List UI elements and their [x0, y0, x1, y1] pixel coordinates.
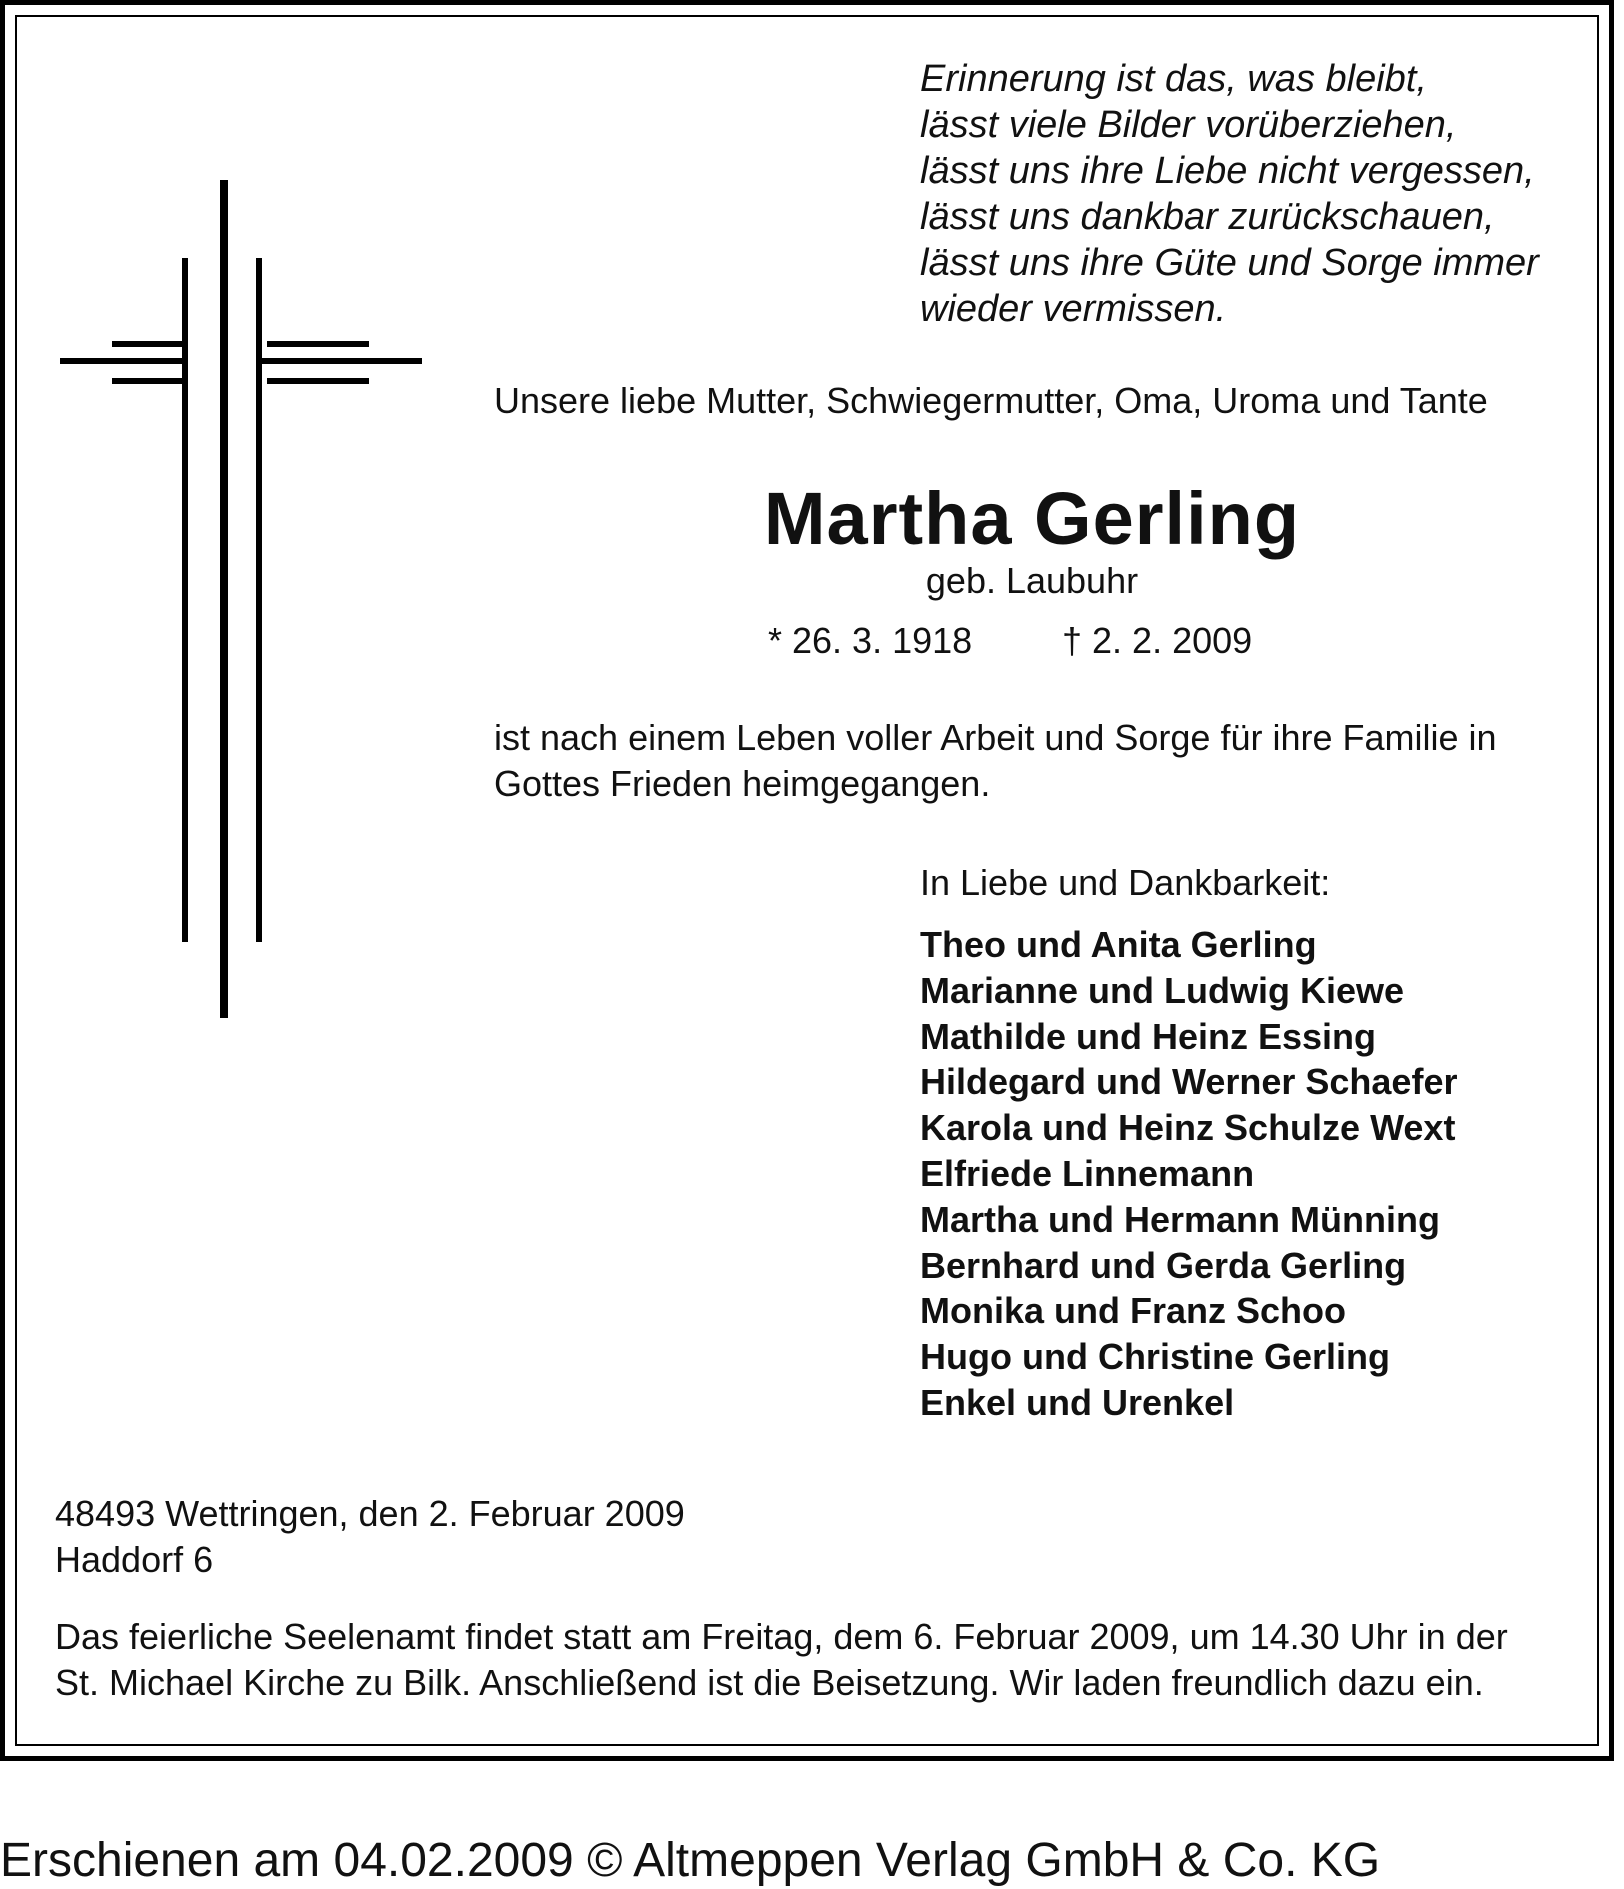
- place-date-line: 48493 Wettringen, den 2. Februar 2009: [55, 1493, 685, 1534]
- poem-line: lässt uns ihre Güte und Sorge immer: [920, 242, 1539, 284]
- list-item: Marianne und Ludwig Kiewe: [920, 969, 1405, 1011]
- poem-line: Erinnerung ist das, was bleibt,: [920, 58, 1427, 100]
- poem-line: wieder vermissen.: [920, 288, 1227, 330]
- list-item: Martha und Hermann Münning: [920, 1198, 1440, 1240]
- deceased-name: Martha Gerling: [763, 477, 1301, 560]
- poem-line: lässt uns ihre Liebe nicht vergessen,: [920, 150, 1535, 192]
- list-item: Bernhard und Gerda Gerling: [920, 1244, 1407, 1286]
- list-item: Elfriede Linnemann: [920, 1152, 1255, 1194]
- list-item: Hildegard und Werner Schaefer: [920, 1061, 1458, 1103]
- list-item: Hugo und Christine Gerling: [920, 1336, 1390, 1378]
- body-line: ist nach einem Leben voller Arbeit und Sorge für ihre Familie in: [494, 717, 1497, 758]
- body-line: Gottes Frieden heimgegangen.: [494, 763, 991, 804]
- service-line: St. Michael Kirche zu Bilk. Anschließend ist die Beisetzung. Wir laden freundlich dazu ein.: [55, 1662, 1484, 1703]
- death-date: † 2. 2. 2009: [1062, 620, 1253, 661]
- service-info: [55, 1614, 1508, 1706]
- notice-body: [494, 715, 1497, 807]
- list-item: Mathilde und Heinz Essing: [920, 1015, 1377, 1057]
- thanks-heading: In Liebe und Dankbarkeit:: [920, 862, 1331, 903]
- poem-line: lässt viele Bilder vorüberziehen,: [920, 104, 1457, 146]
- intro-line: Unsere liebe Mutter, Schwiegermutter, Oma, Uroma und Tante: [494, 380, 1488, 421]
- list-item: Karola und Heinz Schulze Wext: [920, 1107, 1456, 1149]
- list-item: Enkel und Urenkel: [920, 1381, 1235, 1423]
- cross-icon: [60, 180, 422, 1020]
- birth-name: geb. Laubuhr: [925, 560, 1139, 601]
- place-and-address: [55, 1491, 685, 1583]
- address-line: Haddorf 6: [55, 1539, 214, 1580]
- birth-date: * 26. 3. 1918: [768, 620, 973, 661]
- memorial-poem: [920, 56, 1539, 332]
- publication-footer: Erschienen am 04.02.2009 © Altmeppen Verlag GmbH & Co. KG: [0, 1834, 1381, 1887]
- poem-line: lässt uns dankbar zurückschauen,: [920, 196, 1495, 238]
- list-item: Monika und Franz Schoo: [920, 1290, 1347, 1332]
- mourners-list: [920, 922, 1457, 1426]
- list-item: Theo und Anita Gerling: [920, 924, 1317, 965]
- service-line: Das feierliche Seelenamt findet statt am Freitag, dem 6. Februar 2009, um 14.30 Uhr in der: [55, 1616, 1508, 1657]
